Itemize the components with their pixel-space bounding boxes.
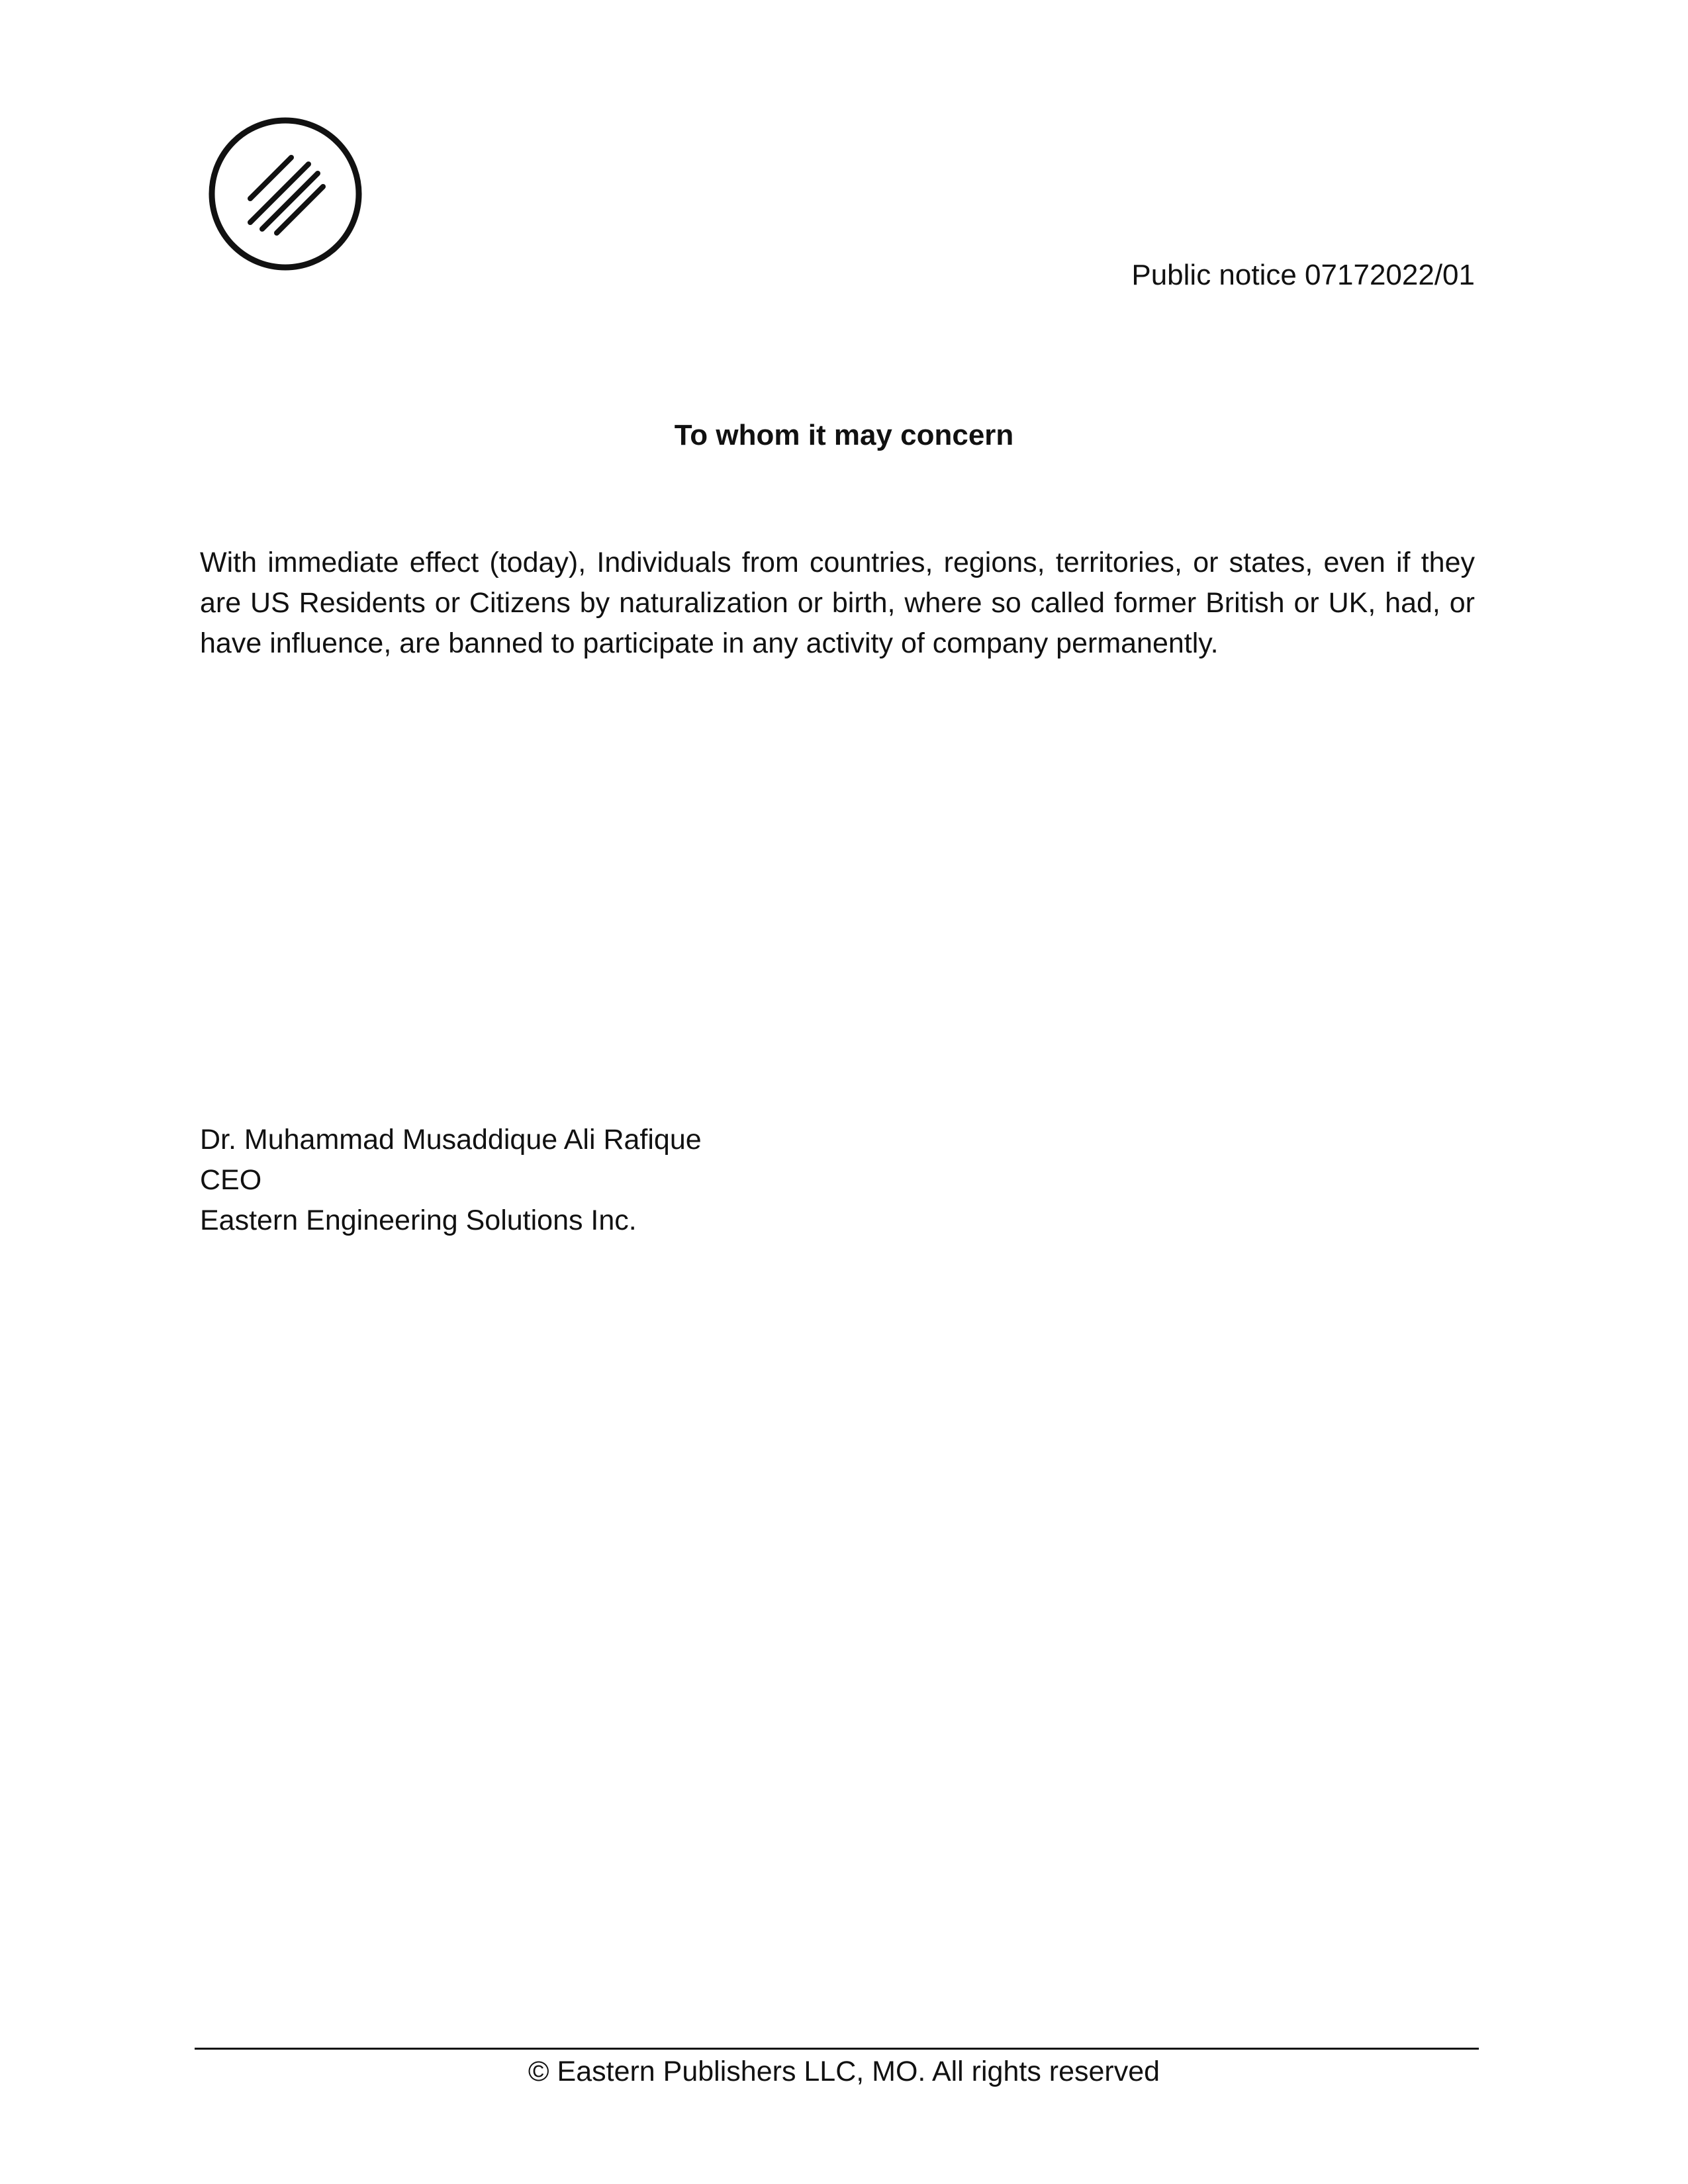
company-logo-icon: [207, 115, 364, 273]
notice-reference: Public notice 07172022/01: [1131, 259, 1475, 291]
footer-copyright: © Eastern Publishers LLC, MO. All rights reserved: [528, 2056, 1160, 2087]
signature-block: [200, 1120, 702, 1241]
signatory-name: Dr. Muhammad Musaddique Ali Rafique: [200, 1124, 702, 1156]
signatory-company: Eastern Engineering Solutions Inc.: [200, 1205, 637, 1236]
footer-divider: [195, 2048, 1479, 2050]
notice-body: With immediate effect (today), Individuals from countries, regions, territories, or states, even if they are US Residents or Citizens by naturalization or birth, where so called former British or UK, had, or have influence, are banned to participate in any activity of company permanently.: [200, 547, 1475, 659]
letter-heading: To whom it may concern: [674, 419, 1014, 451]
signatory-title: CEO: [200, 1164, 262, 1196]
